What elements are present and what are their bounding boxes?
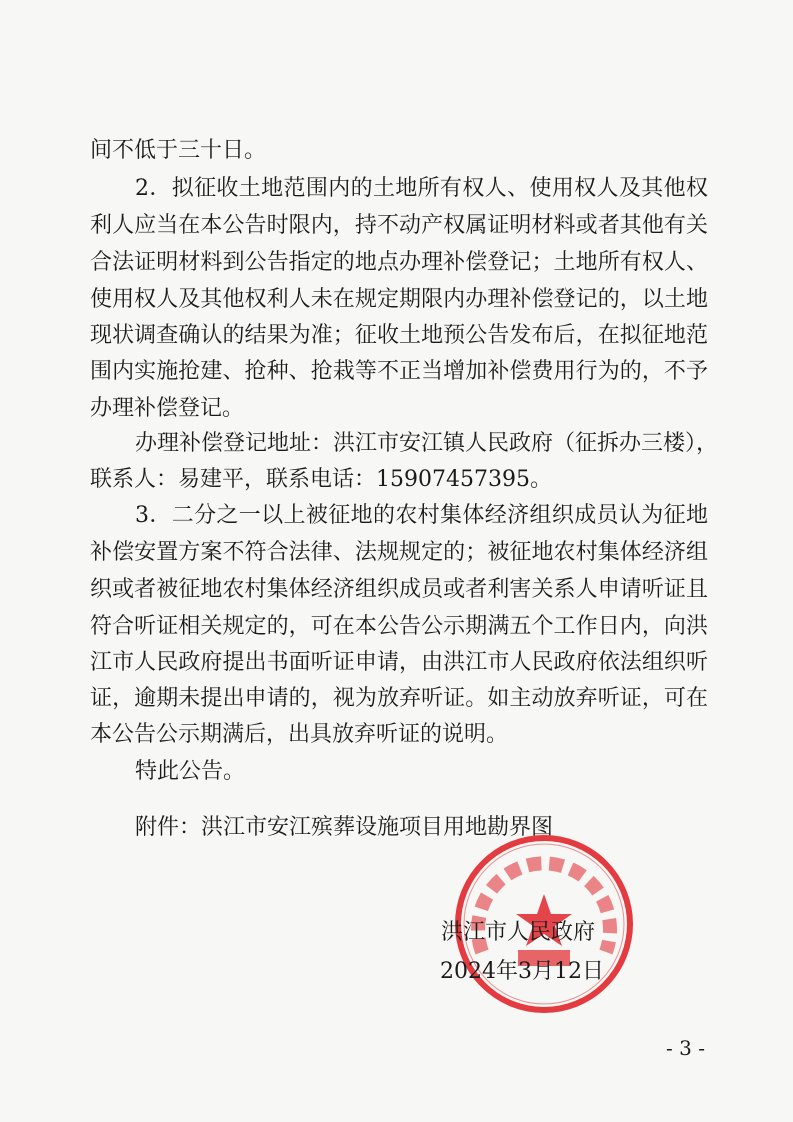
text-line: 使用权人及其他权利人未在规定期限内办理补偿登记的，以土地 (90, 287, 708, 312)
closing-text: 特此公告。 (135, 759, 246, 784)
text-line: 补偿安置方案不符合法律、法规规定的；被征地农村集体经济组 (90, 540, 708, 565)
text-line: 符合听证相关规定的，可在本公告公示期满五个工作日内，向洪 (90, 614, 708, 639)
text-line: 合法证明材料到公告指定的地点办理补偿登记；土地所有权人、 (90, 250, 708, 275)
text-line: 利人应当在本公告时限内，持不动产权属证明材料或者其他有关 (90, 213, 708, 238)
text-line: 2．拟征收土地范围内的土地所有权人、使用权人及其他权 (135, 176, 708, 201)
text-line: 织或者被征地农村集体经济组织成员或者利害关系人申请听证且 (90, 577, 708, 602)
issuer-name: 洪江市人民政府 (441, 920, 596, 945)
page-number: - 3 - (666, 1036, 705, 1060)
text-line: 证，逾期未提出申请的，视为放弃听证。如主动放弃听证，可在 (90, 686, 708, 711)
text-line: 江市人民政府提出书面听证申请，由洪江市人民政府依法组织听 (90, 650, 708, 675)
attachment-line: 附件：洪江市安江殡葬设施项目用地勘界图 (135, 815, 554, 840)
text-line: 现状调查确认的结果为准；征收土地预公告发布后，在拟征地范 (90, 323, 708, 348)
text-line: 围内实施抢建、抢种、抢栽等不正当增加补偿费用行为的，不予 (90, 359, 708, 384)
text-line: 办理补偿登记地址：洪江市安江镇人民政府（征拆办三楼）， (135, 431, 719, 456)
text-line: 联系人：易建平，联系电话：15907457395。 (90, 467, 552, 492)
text-line: 间不低于三十日。 (90, 138, 267, 163)
issue-date: 2024年3月12日 (440, 959, 604, 984)
text-line: 3．二分之一以上被征地的农村集体经济组织成员认为征地 (135, 503, 708, 528)
text-line: 本公告公示期满后，出具放弃听证的说明。 (90, 722, 509, 747)
text-line: 办理补偿登记。 (90, 396, 245, 421)
